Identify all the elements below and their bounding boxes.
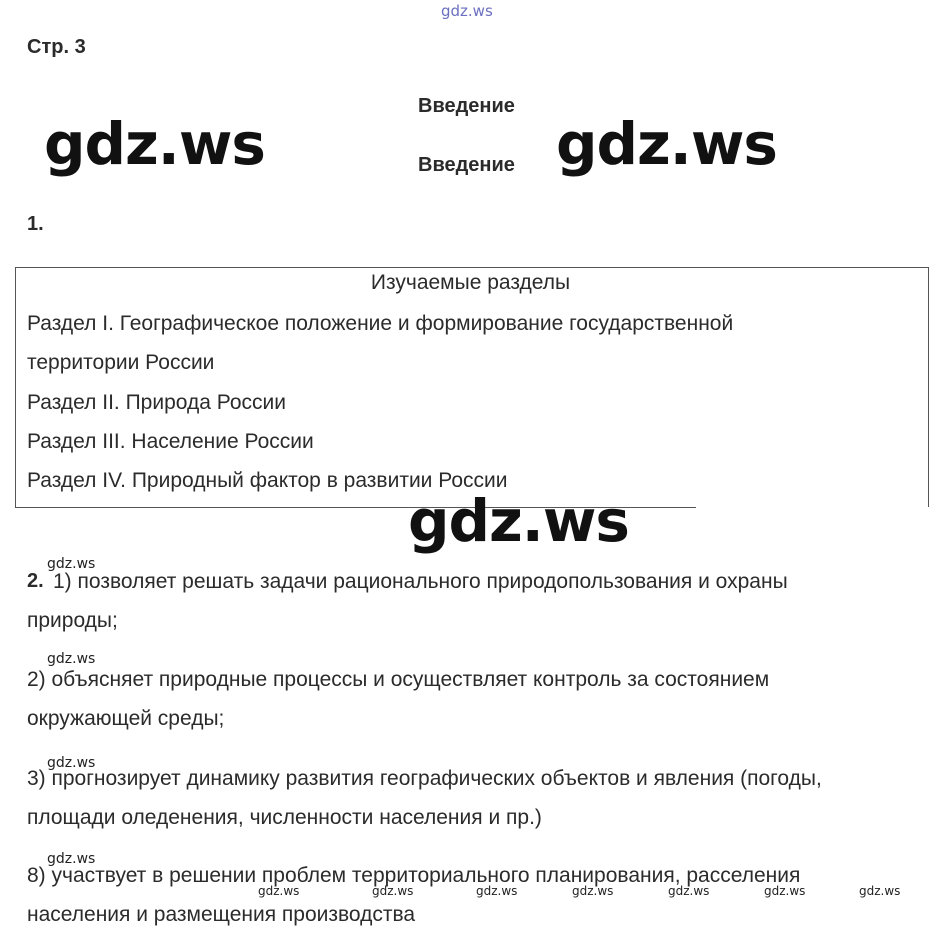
answer-line: 3) прогнозирует динамику развития географических объектов и явления (погоды, <box>27 767 822 790</box>
watermark-large-right: gdz.ws <box>556 110 777 178</box>
table-row: Раздел I. Географическое положение и формирование государственной <box>27 312 734 335</box>
answer-line: природы; <box>27 609 118 632</box>
table-row: территории России <box>27 351 215 374</box>
answer-line: окружающей среды; <box>27 707 225 730</box>
watermark-tiny: gdz.ws <box>372 884 414 898</box>
section-heading-repeat: Введение <box>418 154 515 176</box>
watermark-large-center: gdz.ws <box>408 487 629 555</box>
table-row: Раздел II. Природа России <box>27 391 286 414</box>
answer-line: площади оледенения, численности населения и пр.) <box>27 806 542 829</box>
watermark-tiny: gdz.ws <box>258 884 300 898</box>
page-label: Стр. 3 <box>27 36 86 58</box>
watermark-small: gdz.ws <box>47 755 96 771</box>
watermark-small: gdz.ws <box>47 851 96 867</box>
watermark-tiny: gdz.ws <box>668 884 710 898</box>
section-heading: Введение <box>418 95 515 117</box>
table-header: Изучаемые разделы <box>370 271 571 294</box>
watermark-top: gdz.ws <box>441 2 493 20</box>
question-1-number: 1. <box>27 213 44 235</box>
watermark-large-left: gdz.ws <box>44 110 265 178</box>
answer-line: 8) участвует в решении проблем территориального планирования, расселения <box>27 864 801 887</box>
watermark-tiny: gdz.ws <box>476 884 518 898</box>
watermark-small: gdz.ws <box>47 556 96 572</box>
table-row: Раздел III. Население России <box>27 430 314 453</box>
answer-line: 2) объясняет природные процессы и осуществляет контроль за состоянием <box>27 668 770 691</box>
watermark-small: gdz.ws <box>47 651 96 667</box>
answer-line: 1) позволяет решать задачи рационального природопользования и охраны <box>53 570 788 593</box>
watermark-tiny: gdz.ws <box>764 884 806 898</box>
watermark-tiny: gdz.ws <box>859 884 901 898</box>
question-2-number: 2. <box>27 570 44 592</box>
watermark-tiny: gdz.ws <box>572 884 614 898</box>
table-row: Раздел IV. Природный фактор в развитии России <box>27 469 508 492</box>
answer-line: населения и размещения производства <box>27 903 416 926</box>
